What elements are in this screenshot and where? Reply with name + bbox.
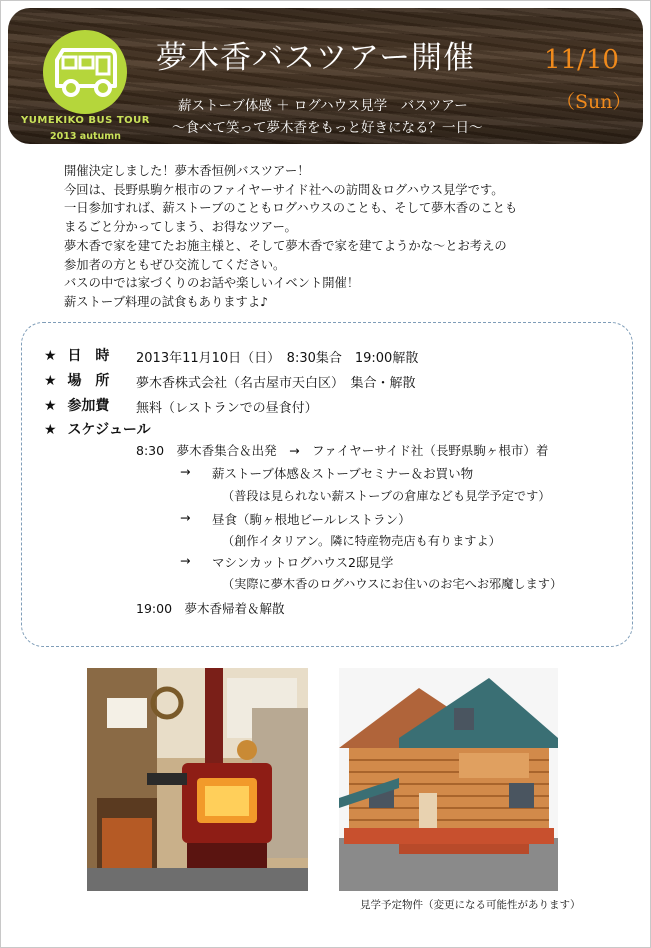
star-icon: ★ bbox=[44, 348, 57, 364]
arrow-icon: → bbox=[180, 553, 191, 568]
photo-caption: 見学予定物件（変更になる可能性があります） bbox=[360, 899, 581, 911]
details-box bbox=[21, 322, 633, 647]
intro-line: 夢木香で家を建てたお施主様と、そして夢木香で家を建てようかな～とお考えの bbox=[64, 238, 507, 253]
intro-line: バスの中では家づくりのお話や楽しいイベント開催！ bbox=[64, 276, 360, 291]
intro-line: 今回は、長野県駒ケ根市のファイヤーサイド社への訪問＆ログハウス見学です。 bbox=[64, 182, 504, 197]
subtitle-1: 薪ストーブ体感 ＋ ログハウス見学 バスツアー bbox=[178, 98, 468, 114]
place-value: 夢木香株式会社（名古屋市天白区） 集合・解散 bbox=[136, 376, 416, 391]
logo-season: 2013 autumn bbox=[50, 131, 121, 142]
intro-line: まるごと分かってしまう、お得なツアー。 bbox=[64, 220, 297, 235]
schedule-start: 8:30 夢木香集合＆出発 → ファイヤーサイド社（長野県駒ヶ根市）着 bbox=[136, 443, 549, 458]
schedule-label: ★ スケジュール bbox=[44, 422, 151, 438]
fee-label: ★ 参加費 bbox=[44, 398, 110, 414]
bus-logo bbox=[43, 30, 127, 114]
header-banner bbox=[8, 8, 643, 144]
schedule-end: 19:00 夢木香帰着＆解散 bbox=[136, 601, 285, 616]
schedule-note-2: （創作イタリアン。隣に特産物売店も有りますよ） bbox=[222, 534, 501, 548]
schedule-note-1: （普段は見られない薪ストーブの倉庫なども見学予定です） bbox=[222, 489, 551, 503]
intro-line: 一日参加すれば、薪ストーブのこともログハウスのことも、そして夢木香のことも bbox=[64, 201, 518, 216]
date-label: ★ 日 時 bbox=[44, 348, 110, 364]
star-icon: ★ bbox=[44, 373, 57, 389]
stove-photo bbox=[87, 668, 308, 891]
schedule-item-3: マシンカットログハウス2邸見学 bbox=[212, 555, 394, 570]
logo-name: YUMEKIKO BUS TOUR bbox=[21, 115, 150, 126]
arrow-icon: → bbox=[180, 464, 191, 479]
arrow-icon: → bbox=[180, 510, 191, 525]
schedule-item-2: 昼食（駒ヶ根地ビールレストラン） bbox=[212, 512, 411, 527]
event-day: （Sun） bbox=[556, 91, 632, 113]
subtitle-2: ～食べて笑って夢木香をもっと好きになる？一日～ bbox=[172, 120, 483, 136]
schedule-note-3: （実際に夢木香のログハウスにお住いのお宅へお邪魔します） bbox=[222, 577, 563, 591]
star-icon: ★ bbox=[44, 422, 57, 438]
log-house-photo bbox=[339, 668, 558, 891]
schedule-item-1: 薪ストーブ体感＆ストーブセミナー＆お買い物 bbox=[212, 466, 474, 481]
intro-text bbox=[64, 162, 624, 312]
intro-line: 参加者の方ともぜひ交流してください。 bbox=[64, 257, 286, 272]
place-label: ★ 場 所 bbox=[44, 373, 110, 389]
event-date: 11/10 bbox=[544, 45, 619, 75]
date-value: 2013年11月10日（日） 8:30集合 19:00解散 bbox=[136, 351, 419, 366]
intro-line: 薪ストーブ料理の試食もありますよ♪ bbox=[64, 294, 268, 309]
page-title: 夢木香バスツアー開催 bbox=[156, 40, 476, 76]
bus-icon bbox=[43, 30, 127, 114]
star-icon: ★ bbox=[44, 398, 57, 414]
fee-value: 無料（レストランでの昼食付） bbox=[136, 401, 318, 416]
intro-line: 開催決定しました！夢木香恒例バスツアー！ bbox=[64, 164, 310, 178]
